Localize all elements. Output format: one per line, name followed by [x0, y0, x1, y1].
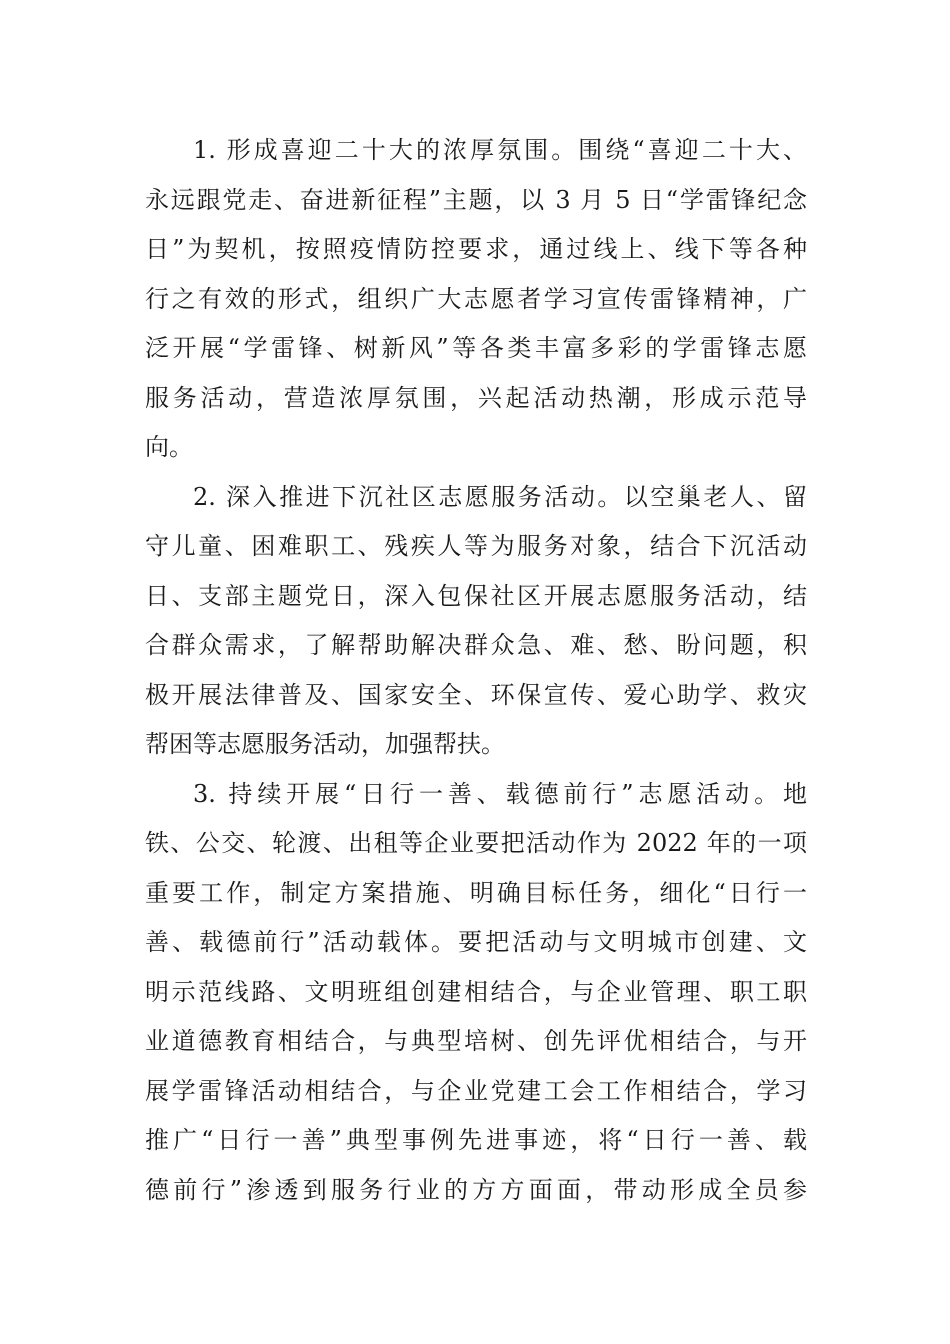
- text-line: 行之有效的形式，组织广大志愿者学习宣传雷锋精神，广: [145, 284, 807, 313]
- text-line: 向。: [145, 433, 193, 461]
- paragraph-1: [145, 126, 807, 473]
- text-line: 展学雷锋活动相结合，与企业党建工会工作相结合，学习: [145, 1076, 807, 1105]
- text-line: 推广“日行一善”典型事例先进事迹，将“日行一善、载: [145, 1126, 807, 1154]
- text-line: 守儿童、困难职工、残疾人等为服务对象，结合下沉活动: [145, 532, 807, 560]
- paragraph-3: [145, 770, 807, 1216]
- text-line: 业道德教育相结合，与典型培树、创先评优相结合，与开: [145, 1027, 807, 1055]
- text-line: 重要工作，制定方案措施、明确目标任务，细化“日行一: [145, 878, 807, 907]
- text-line: 明示范线路、文明班组创建相结合，与企业管理、职工职: [145, 977, 807, 1006]
- text-line: 极开展法律普及、国家安全、环保宣传、爱心助学、救灾: [145, 680, 807, 709]
- document-body: [145, 126, 807, 1215]
- text-line: 永远跟党走、奋进新征程”主题，以 3 月 5 日“学雷锋纪念: [145, 185, 807, 214]
- text-line: 泛开展“学雷锋、树新风”等各类丰富多彩的学雷锋志愿: [145, 334, 807, 362]
- text-line: 2. 深入推进下沉社区志愿服务活动。以空巢老人、留: [193, 482, 807, 511]
- text-line: 日”为契机，按照疫情防控要求，通过线上、线下等各种: [145, 235, 807, 263]
- text-line: 服务活动，营造浓厚氛围，兴起活动热潮，形成示范导: [145, 383, 807, 412]
- text-line: 1. 形成喜迎二十大的浓厚氛围。围绕“喜迎二十大、: [193, 136, 807, 164]
- text-line: 合群众需求，了解帮助解决群众急、难、愁、盼问题，积: [145, 631, 807, 659]
- text-line: 日、支部主题党日，深入包保社区开展志愿服务活动，结: [145, 581, 807, 610]
- text-line: 帮困等志愿服务活动，加强帮扶。: [145, 730, 505, 758]
- paragraph-2: [145, 473, 807, 770]
- text-line: 善、载德前行”活动载体。要把活动与文明城市创建、文: [145, 928, 807, 956]
- text-line: 3. 持续开展“日行一善、载德前行”志愿活动。地: [193, 779, 807, 808]
- text-line: 铁、公交、轮渡、出租等企业要把活动作为 2022 年的一项: [145, 829, 807, 857]
- text-line: 德前行”渗透到服务行业的方方面面，带动形成全员参: [145, 1175, 807, 1204]
